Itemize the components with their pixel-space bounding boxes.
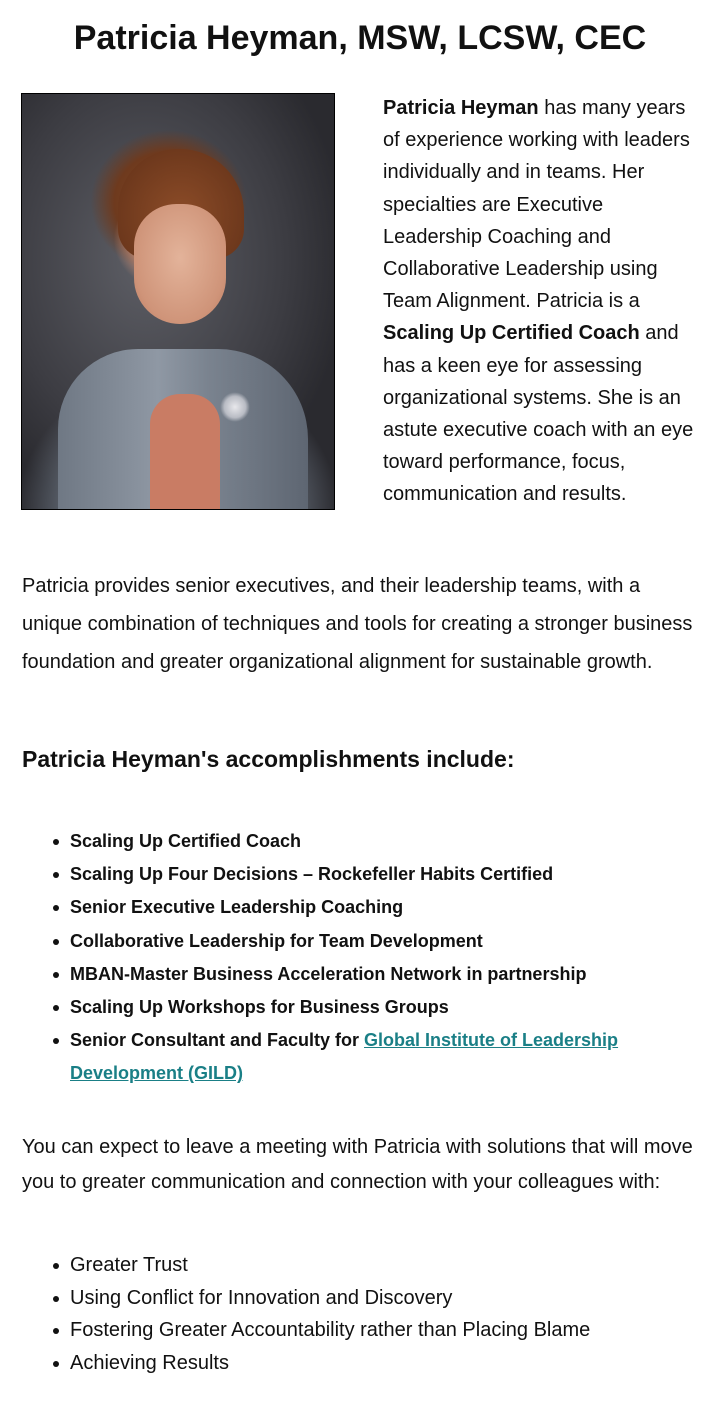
- list-item: Collaborative Leadership for Team Development: [70, 925, 690, 958]
- accomplishments-list: [70, 825, 690, 1091]
- list-item: [70, 1024, 690, 1090]
- portrait-blouse: [150, 394, 220, 510]
- list-item: Senior Executive Leadership Coaching: [70, 891, 690, 924]
- services-paragraph: Patricia provides senior executives, and their leadership teams, with a unique combination of techniques and tools for creating a stronger business foundation and greater organizational alignment for sustainable growth.: [22, 575, 693, 673]
- list-item: Scaling Up Workshops for Business Groups: [70, 991, 690, 1024]
- accomplishments-heading: Patricia Heyman's accomplishments include:: [22, 746, 515, 772]
- intro-text-a: has many years of experience working with leaders individually and in teams. Her specialties are Executive Leadership Coaching and Collaborative Leadership using Team Alignment. Patricia is a: [383, 97, 690, 313]
- portrait-face: [134, 204, 226, 324]
- page-title: Patricia Heyman, MSW, LCSW, CEC: [73, 19, 647, 57]
- intro-certification: Scaling Up Certified Coach: [383, 322, 640, 345]
- list-item: MBAN-Master Business Acceleration Network in partnership: [70, 958, 690, 991]
- list-item: Fostering Greater Accountability rather than Placing Blame: [70, 1314, 690, 1347]
- intro-name: Patricia Heyman: [383, 97, 539, 119]
- portrait-brooch: [220, 392, 250, 422]
- list-item: Scaling Up Four Decisions – Rockefeller Habits Certified: [70, 858, 690, 891]
- list-item: Greater Trust: [70, 1249, 690, 1282]
- list-item: Scaling Up Certified Coach: [70, 825, 690, 858]
- expectations-paragraph: You can expect to leave a meeting with Patricia with solutions that will move you to greater communication and connection with your colleagues with:: [22, 1136, 693, 1193]
- list-item: Using Conflict for Innovation and Discovery: [70, 1282, 690, 1315]
- intro-text-b: and has a keen eye for assessing organizational systems. She is an astute executive coach with an eye toward performance, focus, communication and results.: [383, 322, 694, 506]
- portrait-photo: [21, 93, 335, 510]
- intro-paragraph: [383, 92, 703, 511]
- list-item-prefix: Senior Consultant and Faculty for: [70, 1030, 365, 1051]
- gild-link[interactable]: Global Institute of Leadership Development (GILD): [70, 1030, 619, 1084]
- list-item: Achieving Results: [70, 1347, 690, 1380]
- benefits-list: [70, 1249, 690, 1379]
